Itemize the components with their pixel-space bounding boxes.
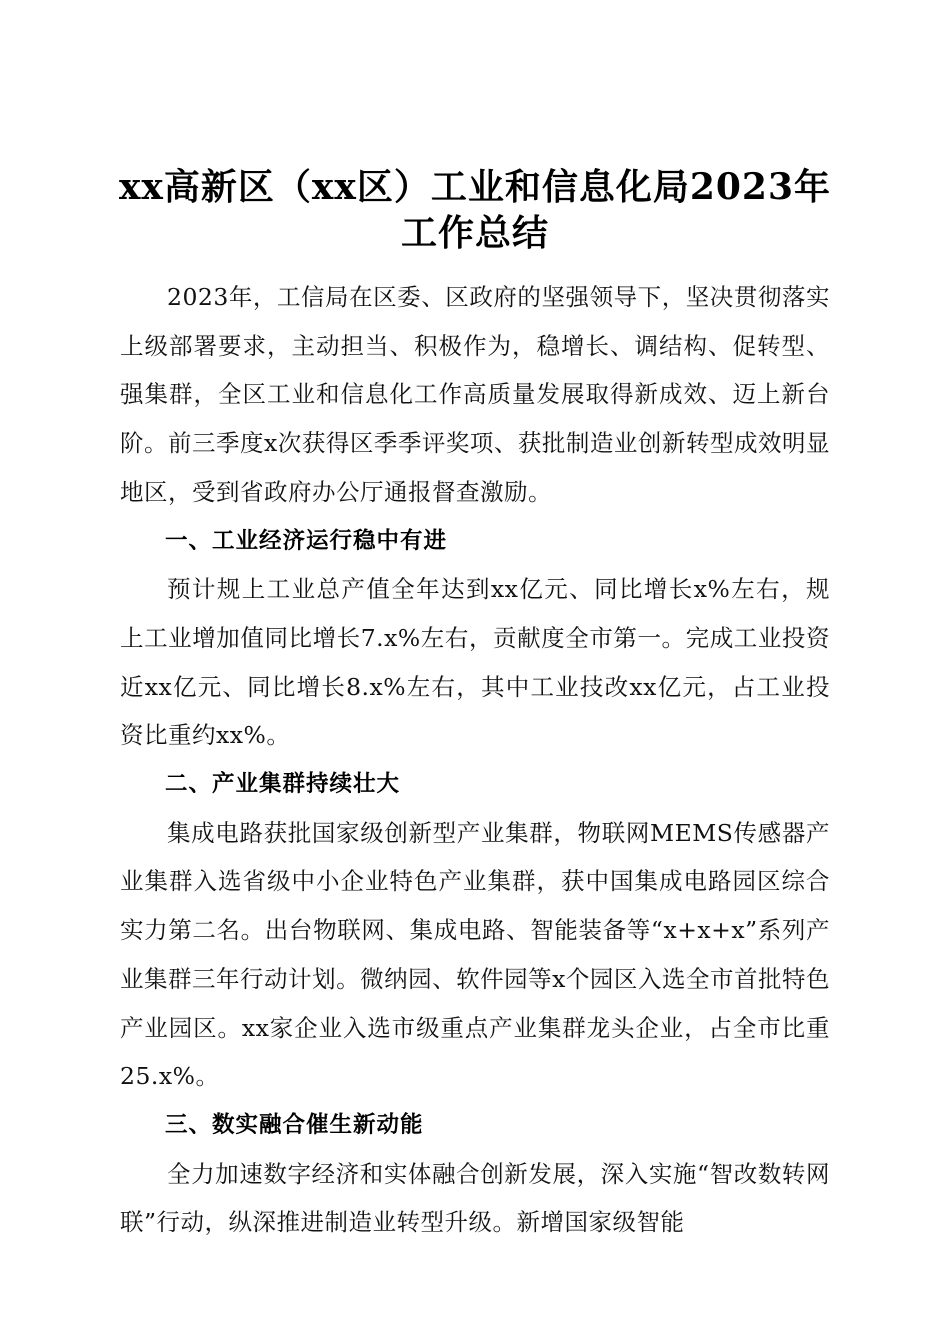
document-title: xx高新区（xx区）工业和信息化局2023年工作总结	[118, 166, 832, 255]
document-body	[120, 273, 830, 1247]
section-heading-3: 三、数实融合催生新动能	[165, 1111, 424, 1138]
section-paragraph-3: 全力加速数字经济和实体融合创新发展，深入实施“智改数转网联”行动，纵深推进制造业转型升级。新增国家级智能	[120, 1159, 830, 1237]
section-paragraph-1: 预计规上工业总产值全年达到xx亿元、同比增长x%左右，规上工业增加值同比增长7.x%左右，贡献度全市第一。完成工业投资近xx亿元、同比增长8.x%左右，其中工业技改xx亿元，占工业投资比重约xx%。	[120, 575, 830, 750]
section-heading-2: 二、产业集群持续壮大	[165, 771, 401, 798]
section-heading-1: 一、工业经济运行稳中有进	[165, 527, 448, 554]
intro-paragraph: 2023年，工信局在区委、区政府的坚强领导下，坚决贯彻落实上级部署要求，主动担当、积极作为，稳增长、调结构、促转型、强集群，全区工业和信息化工作高质量发展取得新成效、迈上新台阶。前三季度x次获得区季季评奖项、获批制造业创新转型成效明显地区，受到省政府办公厅通报督查激励。	[120, 283, 830, 506]
section-paragraph-2: 集成电路获批国家级创新型产业集群，物联网MEMS传感器产业集群入选省级中小企业特色产业集群，获中国集成电路园区综合实力第二名。出台物联网、集成电路、智能装备等“x+x+x”系列产业集群三年行动计划。微纳园、软件园等x个园区入选全市首批特色产业园区。xx家企业入选市级重点产业集群龙头企业，占全市比重25.x%。	[120, 818, 830, 1091]
